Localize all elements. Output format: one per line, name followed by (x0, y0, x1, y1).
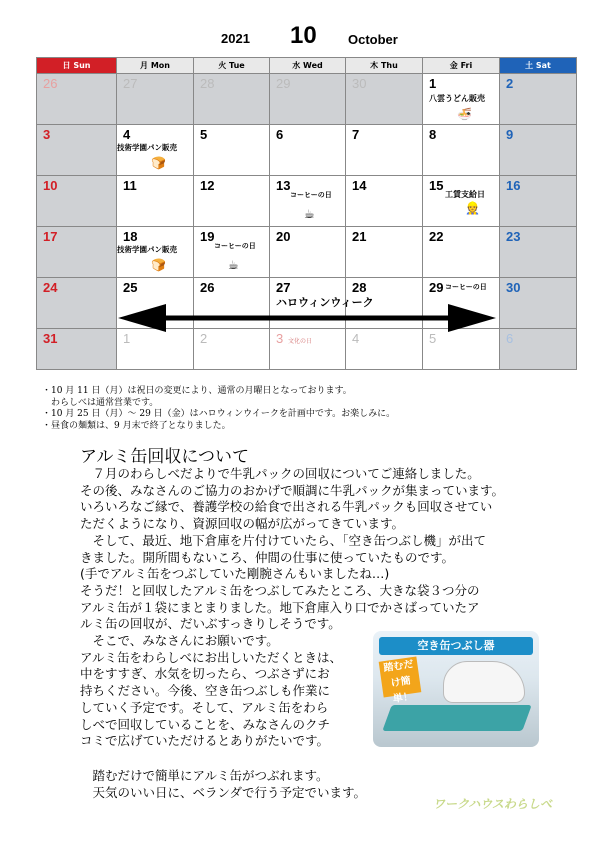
calendar-header (0, 22, 612, 52)
logo: ワークハウスわらしべ (433, 797, 552, 811)
day-number: 16 (506, 178, 521, 193)
day-number: 28 (200, 76, 215, 91)
article-title: アルミ缶回収について (80, 447, 249, 467)
day-number: 12 (200, 178, 215, 193)
calendar-day-cell (37, 125, 117, 176)
article-line: 持ちください。今後、空き缶つぶしも作業に (80, 683, 331, 699)
calendar-day-cell (500, 227, 577, 278)
calendar-day-cell (194, 125, 270, 176)
day-number: 30 (352, 76, 367, 91)
day-number: 13 (276, 178, 291, 193)
day-number: 1 (123, 331, 131, 346)
event-label: ハロウィンウィーク (276, 296, 374, 309)
calendar-day-cell (194, 227, 270, 278)
calendar-day-cell (270, 125, 346, 176)
event-label: 工賃支給日 (445, 190, 485, 199)
event-label: コーヒーの日 (445, 283, 487, 291)
calendar-week-row (37, 176, 577, 227)
day-number: 28 (352, 280, 367, 295)
coffee-cup-icon: ☕ (228, 258, 239, 272)
weekday-sat: 土 Sat (500, 58, 577, 74)
day-number: 26 (43, 76, 58, 91)
calendar-day-cell (117, 74, 194, 125)
day-number: 9 (506, 127, 514, 142)
halloween-week-arrow (118, 303, 496, 333)
article-line: きました。開所間もないころ、仲間の仕事に使っていたものです。 (80, 549, 455, 565)
article-line: いろいろなご縁で、養護学校の給食で出される牛乳パックも回収させてい (80, 499, 493, 515)
day-number: 6 (276, 127, 284, 142)
can-crusher-photo (373, 631, 539, 747)
day-number: 7 (352, 127, 360, 142)
footer-line: 天気のいい日に、ベランダで行う予定でいます。 (80, 784, 367, 800)
day-number: 1 (429, 76, 437, 91)
calendar-day-cell (270, 74, 346, 125)
calendar-day-cell (194, 329, 270, 370)
day-number: 15 (429, 178, 444, 193)
day-number: 2 (200, 331, 208, 346)
calendar-day-cell (423, 329, 500, 370)
day-number: 22 (429, 229, 444, 244)
day-number: 29 (429, 280, 444, 295)
event-label: 技術学園パン販売 (117, 143, 177, 152)
day-number: 27 (276, 280, 291, 295)
year-label: 2021 (221, 31, 250, 46)
calendar-day-cell (500, 125, 577, 176)
month-en-label: October (348, 32, 398, 47)
promo-badge: 踏むだけ簡単！ (379, 657, 422, 698)
day-number: 21 (352, 229, 367, 244)
article-line: そして、最近、地下倉庫を片付けていたら、「空き缶つぶし機」が出て (80, 532, 487, 548)
weekday-thu: 木 Thu (346, 58, 423, 74)
calendar-day-cell (500, 329, 577, 370)
day-number: 23 (506, 229, 521, 244)
day-number: 5 (429, 331, 437, 346)
day-number: 3 (43, 127, 51, 142)
bread-icon: 🍞 (151, 258, 166, 272)
calendar-day-cell (346, 176, 423, 227)
note-line: ・10 月 25 日（月）～ 29 日（金）はハロウィンウイークを計画中です。お楽しみに。 (42, 409, 396, 419)
article-line: そこで、みなさんにお願いです。 (80, 633, 279, 649)
day-number: 3 (276, 331, 284, 346)
bread-icon: 🍞 (151, 156, 166, 170)
day-number: 4 (123, 127, 131, 142)
calendar-day-cell (194, 176, 270, 227)
weekday-tue: 火 Tue (194, 58, 270, 74)
day-number: 24 (43, 280, 58, 295)
day-number: 5 (200, 127, 208, 142)
calendar-day-cell (423, 125, 500, 176)
event-label: コーヒーの日 (214, 242, 256, 250)
calendar-day-cell (37, 278, 117, 329)
event-label: コーヒーの日 (290, 191, 332, 199)
footer-line: 踏むだけで簡単にアルミ缶がつぶれます。 (80, 768, 329, 783)
calendar-day-cell (37, 227, 117, 278)
calendar-day-cell (346, 227, 423, 278)
article-line: (手でアルミ缶をつぶしていた剛腕さんもいましたね…) (80, 566, 390, 582)
day-number: 19 (200, 229, 215, 244)
article-line: アルミ缶が１袋にまとまりました。地下倉庫入り口でかさばっていたア (80, 599, 480, 615)
day-number: 11 (123, 178, 137, 193)
calendar-day-cell (37, 74, 117, 125)
day-number: 29 (276, 76, 291, 91)
day-number: 17 (43, 229, 58, 244)
calendar-day-cell (270, 176, 346, 227)
calendar-week-row (37, 125, 577, 176)
article-line: コミで広げていただけるとありがたいです。 (80, 733, 330, 749)
day-number: 25 (123, 280, 138, 295)
day-number: 20 (276, 229, 291, 244)
day-number: 18 (123, 229, 138, 244)
article-line: ルミ缶の回収が、だいぶすっきりしそうです。 (80, 616, 341, 632)
day-number: 26 (200, 280, 215, 295)
note-line: ・昼食の麺類は、9 月末で終了となりました。 (42, 420, 231, 431)
udon-bowl-icon: 🍜 (457, 107, 472, 121)
calendar-day-cell (423, 74, 500, 125)
calendar-day-cell (117, 125, 194, 176)
worker-icon: 👷 (465, 201, 480, 215)
day-number: 27 (123, 76, 138, 91)
calendar-day-cell (270, 227, 346, 278)
note-line: ・10 月 11 日（月）は祝日の変更により、通常の月曜日となっております。 (42, 386, 352, 396)
calendar-day-cell (423, 176, 500, 227)
calendar-day-cell (117, 176, 194, 227)
weekday-row (37, 58, 577, 74)
day-number: 2 (506, 76, 514, 91)
weekday-sun: 日 Sun (37, 58, 117, 74)
calendar-day-cell (500, 74, 577, 125)
day-number: 8 (429, 127, 437, 142)
calendar-day-cell (346, 329, 423, 370)
calendar-week-row (37, 74, 577, 125)
weekday-mon: 月 Mon (117, 58, 194, 74)
day-number: 14 (352, 178, 367, 193)
day-number: 6 (506, 331, 514, 346)
calendar-day-cell (423, 227, 500, 278)
article-line: ７月のわらしべだよりで牛乳パックの回収についてご連絡しました。 (80, 466, 480, 481)
article-line: しべで回収していることを、みなさんのクチ (80, 716, 331, 732)
article-line: ただくようになり、資源回収の幅が広がってきています。 (80, 516, 405, 532)
day-number: 4 (352, 331, 360, 346)
promo-title: 空き缶つぶし器 (379, 637, 533, 655)
calendar-week-row (37, 329, 577, 370)
article-line: その後、みなさんのご協力のおかげで順調に牛乳パックが集まっています。 (80, 482, 505, 498)
calendar-day-cell (500, 278, 577, 329)
crusher-base-icon (382, 705, 531, 731)
calendar-day-cell (270, 329, 346, 370)
weekday-fri: 金 Fri (423, 58, 500, 74)
calendar-day-cell (346, 74, 423, 125)
calendar-day-cell (37, 176, 117, 227)
weekday-wed: 水 Wed (270, 58, 346, 74)
calendar-day-cell (117, 227, 194, 278)
calendar-day-cell (346, 125, 423, 176)
calendar-day-cell (117, 329, 194, 370)
day-number: 10 (43, 178, 58, 193)
article-line: していく予定です。そして、アルミ缶をわら (80, 699, 329, 715)
calendar-day-cell (194, 74, 270, 125)
shoe-icon (443, 661, 525, 703)
event-label: 技術学園パン販売 (117, 245, 177, 254)
day-number: 31 (43, 331, 58, 346)
notes (42, 386, 395, 432)
month-label: 10 (290, 22, 317, 49)
day-number: 30 (506, 280, 521, 295)
article-line: 中をすすぎ、水気を切ったら、つぶさずにお (80, 666, 330, 682)
event-label: 文化の日 (288, 338, 313, 345)
event-label: 八雲うどん販売 (429, 94, 485, 103)
coffee-cup-icon: ☕ (304, 207, 315, 221)
article-line: アルミ缶をわらしべにお出しいただくときは、 (80, 649, 343, 665)
calendar-week-row (37, 227, 577, 278)
calendar-day-cell (500, 176, 577, 227)
calendar-day-cell (37, 329, 117, 370)
note-line: わらしべは通常営業です。 (42, 397, 159, 408)
article-line: そうだ！と回収したアルミ缶をつぶしてみたところ、大きな袋３つ分の (80, 582, 480, 598)
